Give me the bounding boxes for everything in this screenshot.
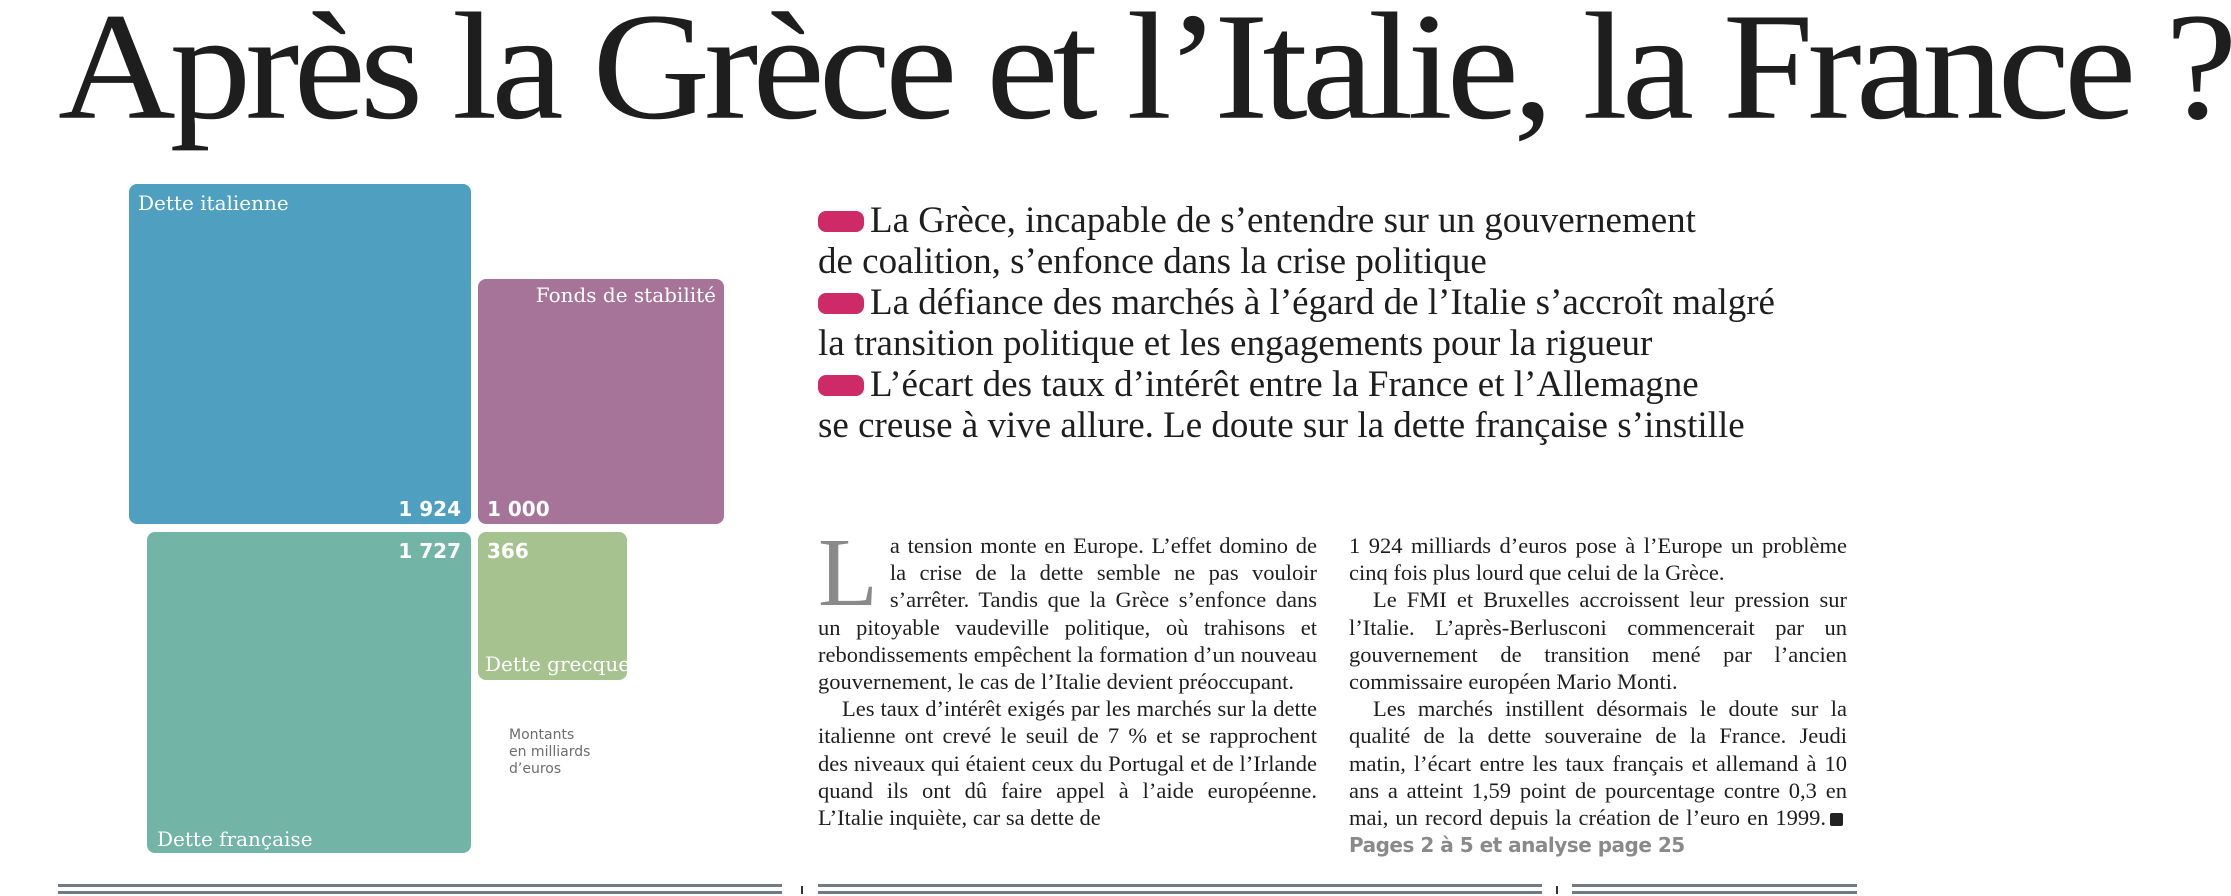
article-column-2	[1349, 532, 1847, 859]
footer-rule-left	[58, 884, 782, 894]
greek-debt-label: Dette grecque	[485, 652, 631, 676]
bullet-marker	[818, 211, 864, 232]
summary-deck	[818, 200, 1857, 446]
french-debt-label: Dette française	[157, 827, 313, 851]
italian-debt-block	[129, 184, 471, 524]
footer-rule-divider	[801, 886, 803, 894]
article-paragraph	[818, 519, 1317, 695]
end-mark-icon	[1830, 813, 1843, 826]
article-paragraph: Les taux d’intérêt exigés par les marchés sur la dette italienne ont crevé le seuil de 7 % et se rapprochent des niveaux qui étaient ceux du Portugal et de l’Irlande quand ils ont dû faire appel à l’aide européenne. L’Italie inquiète, car sa dette de	[818, 696, 1317, 831]
article-paragraph: 1 924 milliards d’euros pose à l’Europe un problème cinq fois plus lourd que celui de la Grèce.	[1349, 533, 1847, 586]
stability-fund-value: 1 000	[487, 497, 550, 521]
greek-debt-value: 366	[487, 539, 529, 563]
deck-item-line-2: se creuse à vive allure. Le doute sur la dette française s’instille	[818, 405, 1745, 446]
unit-note-line-3: d’euros	[509, 761, 562, 777]
paragraph-text: Les marchés instillent désormais le doute sur la qualité de la dette souveraine de la France. Jeudi matin, l’écart entre les taux français et allemand à 10 ans a atteint 1,59 point de pourcentage contre 0,3 en mai, un record depuis la création de l’euro en 1999.	[1349, 696, 1847, 831]
deck-item-line-2: la transition politique et les engagements pour la rigueur	[818, 323, 1653, 364]
greek-debt-block	[478, 532, 631, 680]
footer-rule-right	[1572, 884, 1857, 894]
stability-fund-label: Fonds de stabilité	[535, 283, 716, 307]
drop-cap: L	[818, 519, 878, 627]
deck-item-line-1: L’écart des taux d’intérêt entre la France et l’Allemagne	[870, 364, 1699, 405]
deck-item	[818, 282, 1857, 364]
italian-debt-label: Dette italienne	[138, 191, 289, 215]
deck-item-line-1: La Grèce, incapable de s’entendre sur un gouvernement	[870, 200, 1696, 241]
footer-rule-middle	[818, 884, 1542, 894]
deck-item	[818, 200, 1857, 282]
stability-fund-block	[478, 279, 724, 524]
article-column-1	[818, 519, 1317, 831]
page-reference-link[interactable]: Pages 2 à 5 et analyse page 25	[1349, 833, 1685, 858]
italian-debt-value: 1 924	[398, 497, 461, 521]
bullet-marker	[818, 293, 864, 314]
unit-note-line-2: en milliards	[509, 744, 591, 760]
article-paragraph: Le FMI et Bruxelles accroissent leur pression sur l’Italie. L’après-Berlusconi commencerait par un gouvernement de transition mené par l’ancien commissaire européen Mario Monti.	[1349, 587, 1847, 695]
deck-item-line-1: La défiance des marchés à l’égard de l’Italie s’accroît malgré	[870, 282, 1775, 323]
deck-item-line-2: de coalition, s’enfonce dans la crise politique	[818, 241, 1487, 282]
paragraph-text: a tension monte en Europe. L’effet domino de la crise de la dette semble ne pas vouloir s’arrêter. Tandis que la Grèce s’enfonce dans un pitoyable vaudeville politique, où trahisons et rebondissements empêchent la formation d’un nouveau gouvernement, le cas de l’Italie devient préoccupant.	[818, 533, 1317, 695]
article-paragraph	[1349, 695, 1847, 859]
headline: Après la Grèce et l’Italie, la France ?	[58, 0, 2231, 152]
unit-note-line-1: Montants	[509, 727, 575, 743]
french-debt-value: 1 727	[398, 539, 461, 563]
bullet-marker	[818, 375, 864, 396]
chart-unit-note	[509, 727, 590, 778]
french-debt-block	[147, 532, 471, 853]
deck-item	[818, 364, 1857, 446]
footer-rule-divider	[1556, 886, 1558, 894]
